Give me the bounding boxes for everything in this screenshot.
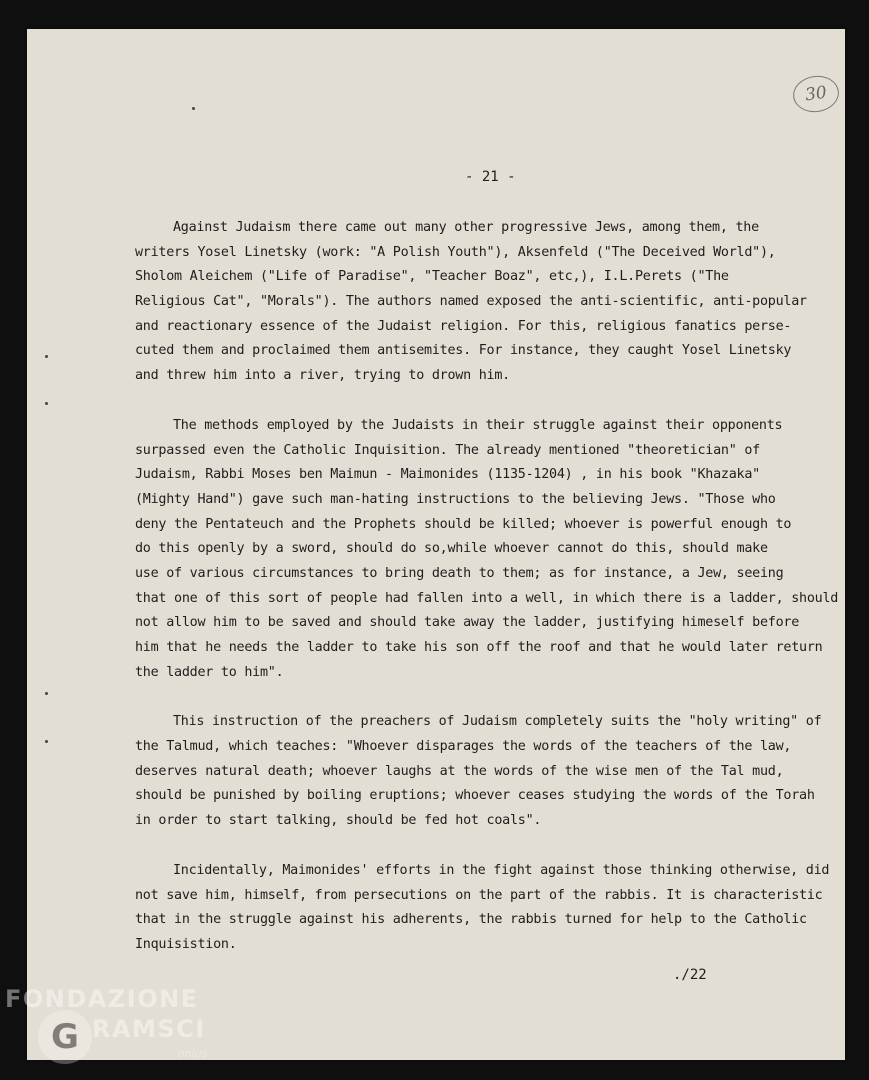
paragraph bbox=[135, 414, 841, 686]
speck-mark bbox=[45, 740, 48, 743]
folio-mark: 30 bbox=[791, 73, 842, 115]
watermark-line2: RAMSCI bbox=[92, 1015, 206, 1043]
paragraph bbox=[135, 859, 841, 958]
text-line: that in the struggle against his adherents, the rabbis turned for help to the Catholic bbox=[135, 912, 807, 928]
text-line: Judaism, Rabbi Moses ben Maimun - Maimonides (1135-1204) , in his book "Khazaka" bbox=[135, 467, 760, 483]
speck-mark bbox=[45, 402, 48, 405]
text-line: the ladder to him". bbox=[135, 664, 284, 680]
text-line: cuted them and proclaimed them antisemites. For instance, they caught Yosel Linetsky bbox=[135, 343, 792, 359]
text-line: deserves natural death; whoever laughs at the words of the wise men of the Tal mud, bbox=[135, 763, 784, 779]
text-line: in order to start talking, should be fed hot coals". bbox=[135, 813, 542, 829]
text-line: Sholom Aleichem ("Life of Paradise", "Teacher Boaz", etc,), I.L.Perets ("The bbox=[135, 269, 729, 285]
page-number: - 21 - bbox=[465, 169, 516, 185]
text-line: This instruction of the preachers of Judaism completely suits the "holy writing" of bbox=[173, 714, 822, 730]
speck-mark bbox=[45, 355, 48, 358]
text-line: do this openly by a sword, should do so,while whoever cannot do this, should make bbox=[135, 541, 768, 557]
text-line: him that he needs the ladder to take his son off the roof and that he would later return bbox=[135, 640, 823, 655]
text-line: The methods employed by the Judaists in their struggle against their opponents bbox=[173, 417, 783, 433]
text-line: the Talmud, which teaches: "Whoever disparages the words of the teachers of the law, bbox=[135, 739, 792, 755]
paragraph bbox=[135, 710, 841, 833]
text-line: Inquisistion. bbox=[135, 936, 237, 952]
text-line: should be punished by boiling eruptions; whoever ceases studying the words of the Torah bbox=[135, 788, 815, 804]
watermark-line1: FONDAZIONE bbox=[5, 985, 199, 1013]
speck-mark bbox=[45, 692, 48, 695]
text-line: not save him, himself, from persecutions on the part of the rabbis. It is characteristic bbox=[135, 887, 823, 903]
watermark-line3: onlus bbox=[178, 1047, 208, 1060]
body-text bbox=[135, 216, 841, 983]
speck-mark bbox=[192, 107, 195, 110]
text-line: use of various circumstances to bring death to them; as for instance, a Jew, seeing bbox=[135, 565, 784, 581]
paragraph bbox=[135, 216, 841, 389]
text-line: and reactionary essence of the Judaist religion. For this, religious fanatics perse- bbox=[135, 318, 792, 334]
text-line: writers Yosel Linetsky (work: "A Polish Youth"), Aksenfeld ("The Deceived World"), bbox=[135, 244, 776, 260]
document-page bbox=[27, 29, 845, 1060]
text-line: Religious Cat", "Morals"). The authors named exposed the anti-scientific, anti-popular bbox=[135, 294, 807, 310]
text-line: surpassed even the Catholic Inquisition. The already mentioned "theoretician" of bbox=[135, 442, 760, 458]
continuation-marker: ./22 bbox=[673, 967, 707, 983]
text-line: deny the Pentateuch and the Prophets should be killed; whoever is powerful enough to bbox=[135, 516, 792, 532]
text-line: not allow him to be saved and should take away the ladder, justifying himeself before bbox=[135, 615, 800, 631]
text-line: Incidentally, Maimonides' efforts in the fight against those thinking otherwise, did bbox=[173, 862, 830, 878]
text-line: Against Judaism there came out many other progressive Jews, among them, the bbox=[173, 220, 759, 235]
text-line: that one of this sort of people had fallen into a well, in which there is a ladder, should bbox=[135, 590, 839, 606]
text-line: and threw him into a river, trying to drown him. bbox=[135, 368, 510, 384]
text-line: (Mighty Hand") gave such man-hating instructions to the believing Jews. "Those who bbox=[135, 491, 776, 507]
watermark-g-logo: G bbox=[38, 1010, 92, 1064]
